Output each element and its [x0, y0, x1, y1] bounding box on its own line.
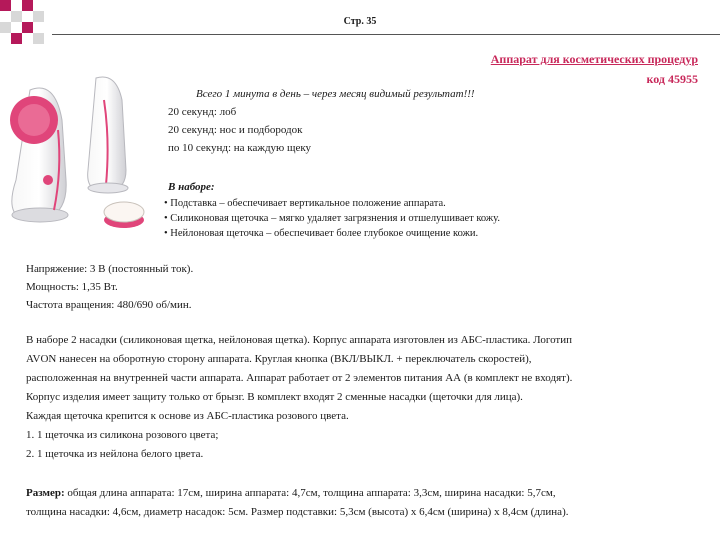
- size-text: общая длина аппарата: 17см, ширина аппарата: 4,7см, толщина аппарата: 3,3см, ширина насадки: 5,7см,: [64, 487, 556, 499]
- size-line: [26, 487, 556, 499]
- timing-line: по 10 секунд: на каждую щеку: [168, 142, 312, 154]
- spec-line: Напряжение: 3 В (постоянный ток).: [26, 263, 194, 275]
- kit-item: • Нейлоновая щеточка – обеспечивает более глубокое очищение кожи.: [164, 228, 479, 239]
- description-line: AVON нанесен на оборотную сторону аппарата. Круглая кнопка (ВКЛ/ВЫКЛ. + переключатель скоростей),: [26, 353, 532, 365]
- tagline: Всего 1 минута в день – через месяц видимый результат!!!: [196, 88, 475, 100]
- spec-line: Частота вращения: 480/690 об/мин.: [26, 299, 192, 311]
- kit-item: • Силиконовая щеточка – мягко удаляет загрязнения и отшелушивает кожу.: [164, 213, 500, 224]
- timing-line: 20 секунд: нос и подбородок: [168, 124, 303, 136]
- description-line: Каждая щеточка крепится к основе из АБС-пластика розового цвета.: [26, 410, 349, 422]
- product-title: Аппарат для косметических процедур: [490, 52, 698, 66]
- kit-heading: В наборе:: [168, 181, 215, 193]
- description-line: расположенная на внутренней части аппарата. Аппарат работает от 2 элементов питания АА (в комплект не входят).: [26, 372, 573, 384]
- timing-line: 20 секунд: лоб: [168, 106, 237, 118]
- spec-line: Мощность: 1,35 Вт.: [26, 281, 118, 293]
- header-divider: [52, 34, 720, 35]
- page-number: Стр. 35: [343, 16, 377, 27]
- description-line: 2. 1 щеточка из нейлона белого цвета.: [26, 448, 204, 460]
- description-line: В наборе 2 насадки (силиконовая щетка, нейлоновая щетка). Корпус аппарата изготовлен из АБС-пластика. Логотип: [26, 334, 573, 346]
- kit-item: • Подставка – обеспечивает вертикальное положение аппарата.: [164, 198, 446, 209]
- size-label: Размер:: [26, 487, 65, 499]
- description-line: Корпус изделия имеет защиту только от брызг. В комплект входят 2 сменные насадки (щеточки для лица).: [26, 391, 523, 403]
- description-line: 1. 1 щеточка из силикона розового цвета;: [26, 429, 219, 441]
- product-code: код 45955: [646, 72, 698, 86]
- size-line: толщина насадки: 4,6см, диаметр насадок: 5см. Размер подставки: 5,3см (высота) х 6,4см (ширина) х 8,4см (длина).: [26, 506, 569, 518]
- cleansing-device-image: [0, 60, 160, 240]
